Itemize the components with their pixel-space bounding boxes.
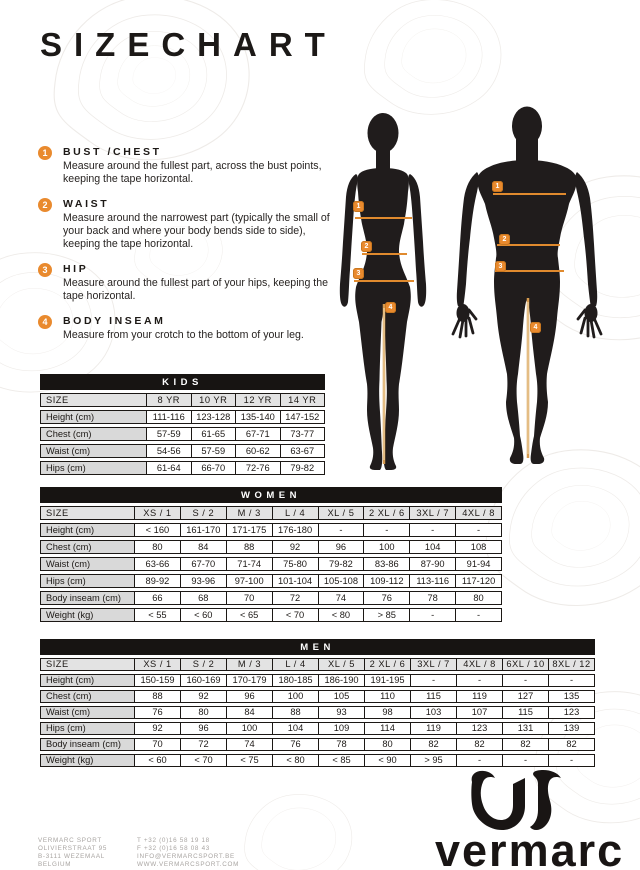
table-cell: 74 xyxy=(318,592,364,605)
table-cell: 12 YR xyxy=(235,394,280,407)
male-hip-badge: 3 xyxy=(495,261,506,272)
table-cell: 135-140 xyxy=(235,411,280,424)
table-row xyxy=(40,690,595,704)
row-label: Height (cm) xyxy=(41,675,134,687)
row-label: Weight (kg) xyxy=(41,609,134,622)
table-cell: - xyxy=(548,755,594,767)
table-cell: 93 xyxy=(318,707,364,719)
table-cell: 186-190 xyxy=(318,675,364,687)
row-label: SIZE xyxy=(41,507,134,520)
instruction-bust xyxy=(38,146,350,186)
table-cell: 70 xyxy=(134,739,180,751)
table-cell: > 85 xyxy=(363,609,409,622)
table-cell: 123 xyxy=(456,723,502,735)
row-label: SIZE xyxy=(41,394,146,407)
table-cell: 78 xyxy=(318,739,364,751)
table-cell: 6XL / 10 xyxy=(502,659,548,671)
table-cell: 76 xyxy=(272,739,318,751)
table-cell: 100 xyxy=(226,723,272,735)
table-cell: M / 3 xyxy=(226,507,272,520)
vermarc-logo-icon xyxy=(468,770,576,832)
table-cell: 80 xyxy=(180,707,226,719)
table-cell: 75-80 xyxy=(272,558,318,571)
address-line: VERMARC SPORT xyxy=(38,837,102,844)
table-cell: S / 2 xyxy=(180,507,226,520)
table-row xyxy=(40,540,502,555)
table-cell: 76 xyxy=(363,592,409,605)
table-cell: 76 xyxy=(134,707,180,719)
table-cell: 111-116 xyxy=(146,411,191,424)
table-cell: 71-74 xyxy=(226,558,272,571)
table-row xyxy=(40,722,595,736)
table-cell: 100 xyxy=(272,691,318,703)
table-cell: 115 xyxy=(502,707,548,719)
table-cell: - xyxy=(409,524,455,537)
table-cell: - xyxy=(502,675,548,687)
table-cell: 119 xyxy=(456,691,502,703)
table-cell: 105-108 xyxy=(318,575,364,588)
row-label: Chest (cm) xyxy=(41,428,146,441)
instruction-title: WAIST xyxy=(63,198,110,210)
measurement-instructions xyxy=(38,146,350,354)
table-row xyxy=(40,591,502,606)
table-title: MEN xyxy=(40,639,595,655)
table-cell: XS / 1 xyxy=(134,659,180,671)
table-cell: 110 xyxy=(364,691,410,703)
row-label: Chest (cm) xyxy=(41,541,134,554)
table-row xyxy=(40,608,502,623)
table-row xyxy=(40,658,595,672)
table-cell: < 70 xyxy=(272,609,318,622)
table-cell: 96 xyxy=(180,723,226,735)
row-label: Weight (kg) xyxy=(41,755,134,767)
table-cell: 4XL / 8 xyxy=(455,507,501,520)
table-cell: 103 xyxy=(410,707,456,719)
table-cell: - xyxy=(409,609,455,622)
table-cell: 191-195 xyxy=(364,675,410,687)
table-cell: 87-90 xyxy=(409,558,455,571)
table-cell: 91-94 xyxy=(455,558,501,571)
table-cell: 109 xyxy=(318,723,364,735)
table-row xyxy=(40,738,595,752)
row-label: Height (cm) xyxy=(41,524,134,537)
row-label: Hips (cm) xyxy=(41,462,146,475)
table-cell: 84 xyxy=(226,707,272,719)
table-cell: 92 xyxy=(134,723,180,735)
row-label: Waist (cm) xyxy=(41,558,134,571)
instruction-text: Measure from your crotch to the bottom of your leg. xyxy=(63,329,304,341)
company-contact xyxy=(137,837,239,869)
table-cell: 107 xyxy=(456,707,502,719)
table-cell: < 160 xyxy=(134,524,180,537)
table-cell: 82 xyxy=(502,739,548,751)
female-hip-badge: 3 xyxy=(353,268,364,279)
table-cell: 93-96 xyxy=(180,575,226,588)
table-cell: - xyxy=(318,524,364,537)
table-cell: 61-65 xyxy=(191,428,236,441)
table-cell: 88 xyxy=(134,691,180,703)
instruction-text: Measure around the narrowest part (typically the small of your back and where your body bends side to side), keeping the tape horizontal. xyxy=(63,212,330,250)
instruction-text: Measure around the fullest part, across the bust points, keeping the tape horizontal. xyxy=(63,160,322,185)
company-address xyxy=(38,837,107,869)
table-cell: 10 YR xyxy=(191,394,236,407)
table-cell: < 65 xyxy=(226,609,272,622)
table-row xyxy=(40,574,502,589)
table-cell: 84 xyxy=(180,541,226,554)
table-cell: 8 YR xyxy=(146,394,191,407)
number-badge-3: 3 xyxy=(38,263,52,277)
table-cell: 60-62 xyxy=(235,445,280,458)
table-cell: 104 xyxy=(272,723,318,735)
table-cell: XS / 1 xyxy=(134,507,180,520)
table-cell: 72 xyxy=(272,592,318,605)
table-cell: 98 xyxy=(364,707,410,719)
table-cell: 127 xyxy=(502,691,548,703)
table-cell: 89-92 xyxy=(134,575,180,588)
table-cell: 117-120 xyxy=(455,575,501,588)
vermarc-wordmark: vermarc xyxy=(435,825,625,870)
table-cell: 147-152 xyxy=(280,411,325,424)
table-cell: 113-116 xyxy=(409,575,455,588)
table-row xyxy=(40,393,325,408)
table-cell: < 80 xyxy=(318,609,364,622)
table-cell: 104 xyxy=(409,541,455,554)
table-cell: 61-64 xyxy=(146,462,191,475)
table-cell: 170-179 xyxy=(226,675,272,687)
table-cell: 79-82 xyxy=(280,462,325,475)
table-cell: < 90 xyxy=(364,755,410,767)
row-label: Body inseam (cm) xyxy=(41,592,134,605)
women-size-table xyxy=(40,487,502,622)
table-cell: 79-82 xyxy=(318,558,364,571)
table-row xyxy=(40,523,502,538)
number-badge-2: 2 xyxy=(38,198,52,212)
table-row xyxy=(40,461,325,476)
row-label: Chest (cm) xyxy=(41,691,134,703)
female-bust-badge: 1 xyxy=(353,201,364,212)
table-row xyxy=(40,427,325,442)
table-cell: 109-112 xyxy=(363,575,409,588)
table-cell: 2 XL / 6 xyxy=(363,507,409,520)
table-cell: - xyxy=(502,755,548,767)
table-cell: 68 xyxy=(180,592,226,605)
table-cell: < 80 xyxy=(272,755,318,767)
table-cell: - xyxy=(410,675,456,687)
table-cell: 57-59 xyxy=(191,445,236,458)
table-cell: 83-86 xyxy=(363,558,409,571)
table-cell: M / 3 xyxy=(226,659,272,671)
table-cell: 150-159 xyxy=(134,675,180,687)
table-cell: 72 xyxy=(180,739,226,751)
table-cell: 139 xyxy=(548,723,594,735)
table-cell: 14 YR xyxy=(280,394,325,407)
table-row xyxy=(40,557,502,572)
male-chest-badge: 1 xyxy=(492,181,503,192)
table-cell: 57-59 xyxy=(146,428,191,441)
contact-line: INFO@VERMARCSPORT.BE xyxy=(137,852,235,860)
table-cell: 82 xyxy=(456,739,502,751)
male-figure xyxy=(450,106,605,470)
contact-line: F +32 (0)16 58 08 43 xyxy=(137,844,210,852)
table-cell: 135 xyxy=(548,691,594,703)
female-inseam-badge: 4 xyxy=(385,302,396,313)
table-cell: 82 xyxy=(410,739,456,751)
instruction-hip xyxy=(38,263,350,303)
instruction-title: BUST /CHEST xyxy=(63,146,162,158)
table-cell: 100 xyxy=(363,541,409,554)
instruction-inseam xyxy=(38,315,350,342)
table-cell: - xyxy=(363,524,409,537)
table-cell: 73-77 xyxy=(280,428,325,441)
table-cell: > 95 xyxy=(410,755,456,767)
table-cell: 80 xyxy=(364,739,410,751)
table-cell: - xyxy=(455,524,501,537)
table-cell: 67-71 xyxy=(235,428,280,441)
table-cell: 8XL / 12 xyxy=(548,659,594,671)
table-cell: 101-104 xyxy=(272,575,318,588)
number-badge-1: 1 xyxy=(38,146,52,160)
male-inseam-badge: 4 xyxy=(530,322,541,333)
table-row xyxy=(40,506,502,521)
table-cell: - xyxy=(456,755,502,767)
table-cell: 171-175 xyxy=(226,524,272,537)
table-cell: 123-128 xyxy=(191,411,236,424)
table-cell: 80 xyxy=(134,541,180,554)
contact-line: WWW.VERMARCSPORT.COM xyxy=(137,860,240,868)
number-badge-4: 4 xyxy=(38,315,52,329)
table-cell: 67-70 xyxy=(180,558,226,571)
table-cell: < 85 xyxy=(318,755,364,767)
row-label: Body inseam (cm) xyxy=(41,739,134,751)
table-title: WOMEN xyxy=(40,487,502,503)
table-cell: 180-185 xyxy=(272,675,318,687)
table-cell: 3XL / 7 xyxy=(409,507,455,520)
contact-line: T +32 (0)16 58 19 18 xyxy=(137,837,210,844)
instruction-waist xyxy=(38,198,350,251)
table-cell: 78 xyxy=(409,592,455,605)
instruction-title: HIP xyxy=(63,263,89,275)
table-cell: 88 xyxy=(226,541,272,554)
table-cell: 119 xyxy=(410,723,456,735)
table-cell: XL / 5 xyxy=(318,507,364,520)
table-cell: L / 4 xyxy=(272,507,318,520)
page-title: SIZECHART xyxy=(40,26,337,63)
table-cell: 80 xyxy=(455,592,501,605)
table-title: KIDS xyxy=(40,374,325,390)
table-cell: 108 xyxy=(455,541,501,554)
table-cell: XL / 5 xyxy=(318,659,364,671)
male-waist-badge: 2 xyxy=(499,234,510,245)
table-cell: 160-169 xyxy=(180,675,226,687)
table-cell: < 55 xyxy=(134,609,180,622)
table-cell: S / 2 xyxy=(180,659,226,671)
table-cell: 176-180 xyxy=(272,524,318,537)
table-cell: 70 xyxy=(226,592,272,605)
table-cell: 92 xyxy=(180,691,226,703)
address-line: OLIVIERSTRAAT 95 xyxy=(38,844,108,852)
table-cell: 123 xyxy=(548,707,594,719)
table-cell: L / 4 xyxy=(272,659,318,671)
table-cell: < 60 xyxy=(134,755,180,767)
men-size-table xyxy=(40,639,595,767)
table-cell: 54-56 xyxy=(146,445,191,458)
row-label: Hips (cm) xyxy=(41,723,134,735)
table-cell: 4XL / 8 xyxy=(456,659,502,671)
table-cell: 96 xyxy=(226,691,272,703)
row-label: Height (cm) xyxy=(41,411,146,424)
table-cell: 82 xyxy=(548,739,594,751)
table-cell: 96 xyxy=(318,541,364,554)
table-row xyxy=(40,410,325,425)
table-cell: 2 XL / 6 xyxy=(364,659,410,671)
table-cell: 66 xyxy=(134,592,180,605)
row-label: Waist (cm) xyxy=(41,707,134,719)
table-cell: 66-70 xyxy=(191,462,236,475)
table-row xyxy=(40,706,595,720)
table-cell: 115 xyxy=(410,691,456,703)
table-cell: < 70 xyxy=(180,755,226,767)
instruction-text: Measure around the fullest part of your hips, keeping the tape horizontal. xyxy=(63,277,329,302)
female-figure xyxy=(336,112,431,470)
row-label: Waist (cm) xyxy=(41,445,146,458)
table-cell: 92 xyxy=(272,541,318,554)
table-cell: 63-67 xyxy=(280,445,325,458)
address-line: BELGIUM xyxy=(38,860,72,868)
table-row xyxy=(40,444,325,459)
table-cell: - xyxy=(548,675,594,687)
table-cell: - xyxy=(456,675,502,687)
female-waist-badge: 2 xyxy=(361,241,372,252)
kids-size-table xyxy=(40,374,325,475)
table-cell: 114 xyxy=(364,723,410,735)
table-row xyxy=(40,674,595,688)
table-cell: 63-66 xyxy=(134,558,180,571)
table-cell: 3XL / 7 xyxy=(410,659,456,671)
table-cell: < 60 xyxy=(180,609,226,622)
table-cell: 131 xyxy=(502,723,548,735)
table-cell: - xyxy=(455,609,501,622)
instruction-title: BODY INSEAM xyxy=(63,315,166,327)
address-line: B-3111 WEZEMAAL xyxy=(38,852,105,860)
table-cell: 161-170 xyxy=(180,524,226,537)
table-cell: 74 xyxy=(226,739,272,751)
table-cell: 72-76 xyxy=(235,462,280,475)
row-label: SIZE xyxy=(41,659,134,671)
row-label: Hips (cm) xyxy=(41,575,134,588)
table-cell: 97-100 xyxy=(226,575,272,588)
table-cell: 88 xyxy=(272,707,318,719)
table-row xyxy=(40,754,595,768)
table-cell: < 75 xyxy=(226,755,272,767)
table-cell: 105 xyxy=(318,691,364,703)
